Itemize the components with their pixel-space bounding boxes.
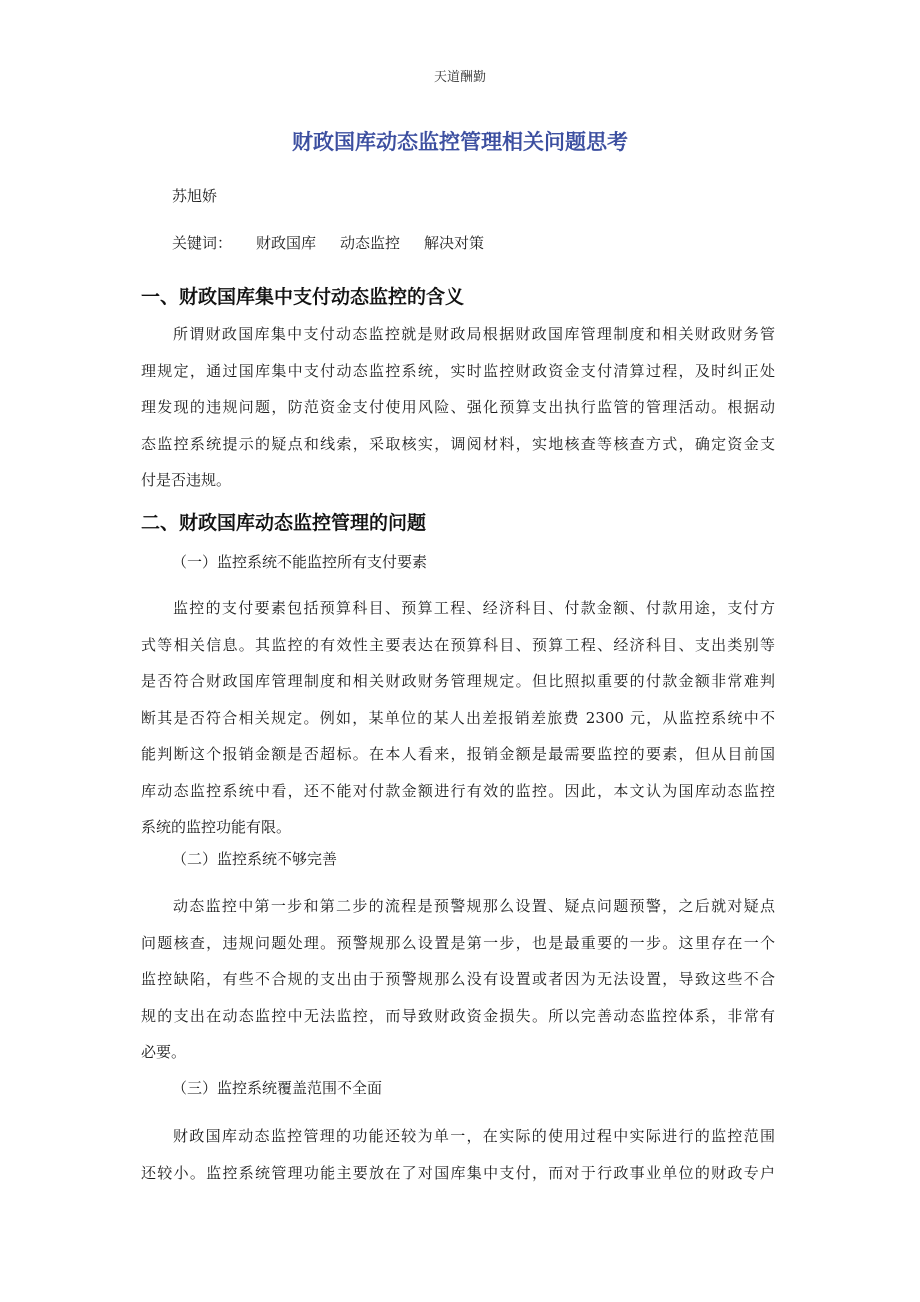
paragraph-line: 还较小。监控系统管理功能主要放在了对国库集中支付，而对于行政事业单位的财政专户	[141, 1163, 775, 1182]
paragraph-line: 监控的支付要素包括预算科目、预算工程、经济科目、付款金额、付款用途，支付方	[173, 599, 775, 617]
paragraph-line: 库动态监控系统中看，还不能对付款金额进行有效的监控。因此，本文认为国库动态监控	[141, 781, 775, 800]
paragraph-line: 动态监控中第一步和第二步的流程是预警规那么设置、疑点问题预警，之后就对疑点	[173, 897, 775, 915]
paragraph-line: 财政国库动态监控管理的功能还较为单一，在实际的使用过程中实际进行的监控范围	[173, 1127, 775, 1145]
paragraph-line: 式等相关信息。其监控的有效性主要表达在预算科目、预算工程、经济科目、支出类别等	[141, 635, 775, 654]
subsection-1-paragraph	[141, 590, 775, 846]
subsection-3-heading: （三）监控系统覆盖范围不全面	[172, 1079, 383, 1097]
keyword-3: 解决对策	[424, 234, 485, 252]
paragraph-line: 态监控系统提示的疑点和线索，采取核实，调阅材料，实地核查等核查方式，确定资金支	[141, 434, 775, 453]
paragraph-line: 必要。	[141, 1043, 187, 1061]
section-1-paragraph	[141, 316, 775, 499]
section-2-heading: 二、财政国库动态监控管理的问题	[141, 512, 427, 534]
paragraph-line: 问题核查，违规问题处理。预警规那么设置是第一步，也是最重要的一步。这里存在一个	[141, 933, 775, 952]
paragraph-line: 理发现的违规问题，防范资金支付使用风险、强化预算支出执行监管的管理活动。根据动	[141, 398, 775, 416]
keyword-1: 财政国库	[256, 234, 317, 252]
paragraph-line: 付是否违规。	[141, 471, 232, 489]
subsection-1-heading: （一）监控系统不能监控所有支付要素	[172, 553, 428, 571]
paragraph-line: 理规定，通过国库集中支付动态监控系统，实时监控财政资金支付清算过程，及时纠正处	[141, 361, 775, 380]
paragraph-line: 是否符合财政国库管理制度和相关财政财务管理规定。但比照拟重要的付款金额非常难判	[141, 672, 775, 690]
subsection-3-paragraph	[141, 1118, 775, 1191]
keywords-line	[172, 232, 484, 253]
keyword-2: 动态监控	[340, 234, 401, 252]
paragraph-line: 断其是否符合相关规定。例如，某单位的某人出差报销差旅费 2300 元，从监控系统中不	[141, 708, 775, 727]
paragraph-line: 所谓财政国库集中支付动态监控就是财政局根据财政国库管理制度和相关财政财务管	[173, 325, 775, 343]
subsection-2-paragraph	[141, 888, 775, 1071]
paragraph-line: 系统的监控功能有限。	[141, 818, 292, 836]
author-name: 苏旭娇	[172, 187, 218, 205]
paragraph-line: 能判断这个报销金额是否超标。在本人看来，报销金额是最需要监控的要素，但从目前国	[141, 745, 775, 763]
subsection-2-heading: （二）监控系统不够完善	[172, 850, 338, 868]
paragraph-line: 监控缺陷，有些不合规的支出由于预警规那么没有设置或者因为无法设置，导致这些不合	[141, 970, 775, 988]
page-header: 天道酬勤	[433, 70, 486, 85]
section-1-heading: 一、财政国库集中支付动态监控的含义	[141, 286, 465, 308]
document-title: 财政国库动态监控管理相关问题思考	[292, 130, 628, 154]
keywords-label: 关键词：	[172, 234, 233, 252]
paragraph-line: 规的支出在动态监控中无法监控，而导致财政资金损失。所以完善动态监控体系，非常有	[141, 1006, 775, 1025]
